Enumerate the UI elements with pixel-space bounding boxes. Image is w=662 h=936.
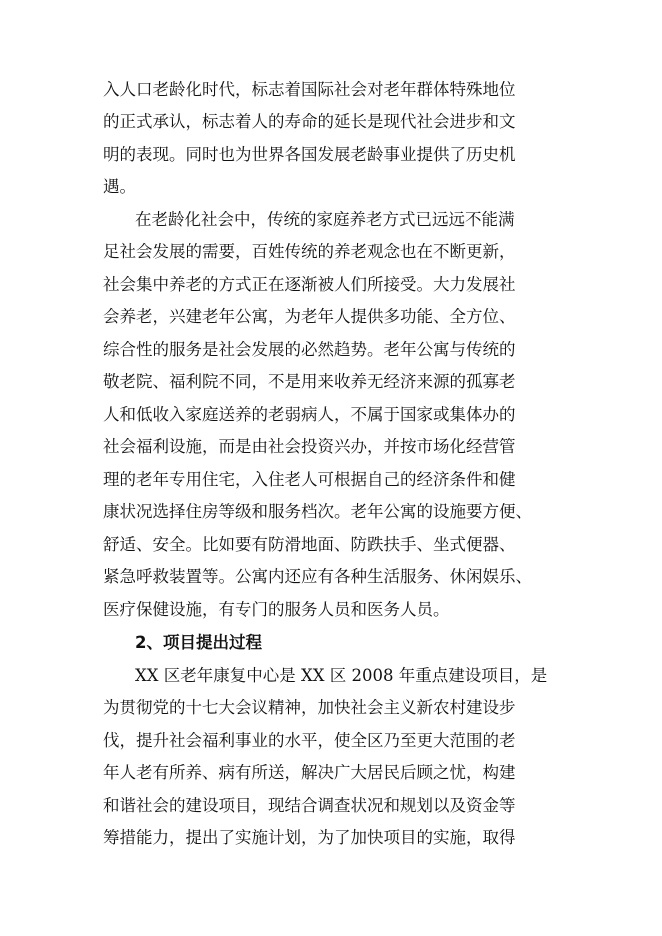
body-text-line: 年人老有所养、病有所送，解决广大居民后顾之忧，构建: [103, 763, 516, 782]
body-text-line: 入人口老龄化时代，标志着国际社会对老年群体特殊地位: [103, 80, 516, 99]
body-text-line: 明的表现。同时也为世界各国发展老龄事业提供了历史机: [103, 145, 516, 164]
body-text-line: 人和低收入家庭送养的老弱病人，不属于国家或集体办的: [103, 405, 516, 424]
paragraph-first-line: 在老龄化社会中，传统的家庭养老方式已远远不能满: [135, 210, 515, 229]
body-text-line: 的正式承认，标志着人的寿命的延长是现代社会进步和文: [103, 112, 516, 131]
body-text-line: 遇。: [103, 177, 136, 196]
body-text-line: 和谐社会的建设项目，现结合调查状况和规划以及资金等: [103, 796, 516, 815]
section-heading: 2、项目提出过程: [135, 633, 262, 652]
body-text-line: 康状况选择住房等级和服务档次。老年公寓的设施要方便、: [103, 502, 532, 521]
body-text-line: 为贯彻党的十七大会议精神，加快社会主义新农村建设步: [103, 698, 516, 717]
body-text-line: 足社会发展的需要，百姓传统的养老观念也在不断更新，: [103, 242, 516, 261]
body-text-line: 理的老年专用住宅，入住老人可根据自己的经济条件和健: [103, 470, 516, 489]
body-text-line: 筹措能力，提出了实施计划，为了加快项目的实施，取得: [103, 828, 516, 847]
body-text-line: 会养老，兴建老年公寓，为老年人提供多功能、全方位、: [103, 307, 516, 326]
paragraph-first-line: XX 区老年康复中心是 XX 区 2008 年重点建设项目，是: [135, 666, 548, 685]
body-text-line: 社会集中养老的方式正在逐渐被人们所接受。大力发展社: [103, 275, 516, 294]
body-text-line: 社会福利设施，而是由社会投资兴办，并按市场化经营管: [103, 437, 516, 456]
body-text-line: 综合性的服务是社会发展的必然趋势。老年公寓与传统的: [103, 340, 516, 359]
body-text-line: 舒适、安全。比如要有防滑地面、防跌扶手、坐式便器、: [103, 535, 516, 554]
body-text-line: 伐，提升社会福利事业的水平，使全区乃至更大范围的老: [103, 731, 516, 750]
body-text-line: 紧急呼救装置等。公寓内还应有各种生活服务、休闲娱乐、: [103, 567, 532, 586]
body-text-line: 敬老院、福利院不同，不是用来收养无经济来源的孤寡老: [103, 372, 516, 391]
body-text-line: 医疗保健设施，有专门的服务人员和医务人员。: [103, 600, 450, 619]
